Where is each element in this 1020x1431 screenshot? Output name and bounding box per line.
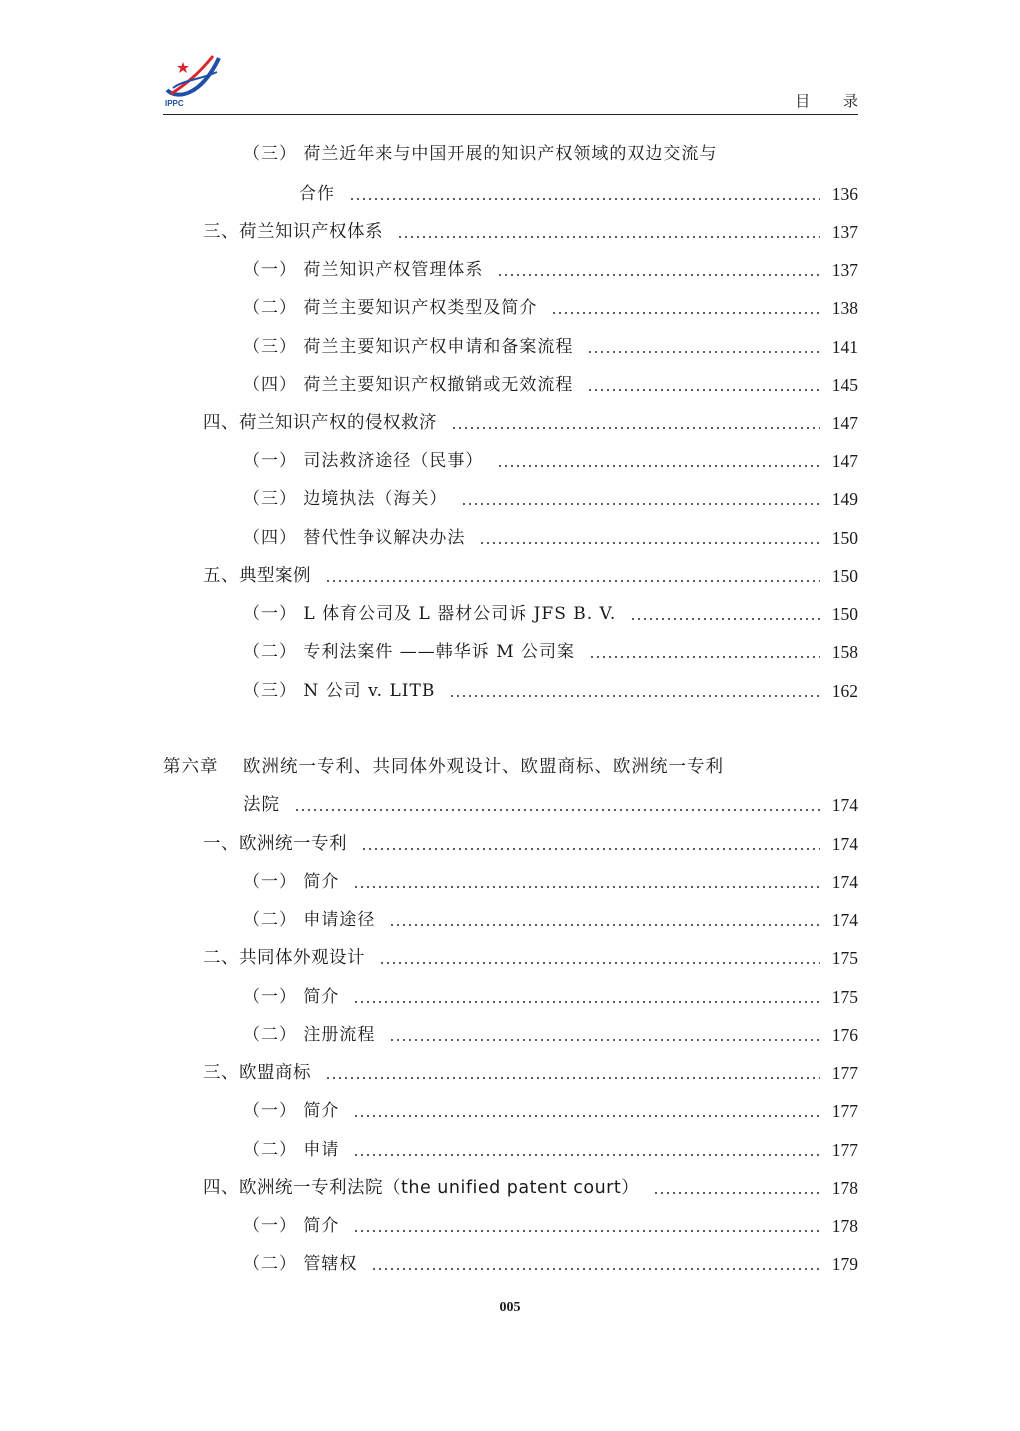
toc-page-number: 147 [831, 451, 858, 471]
dot-leader [325, 1077, 820, 1079]
dot-leader [587, 351, 820, 353]
dot-leader [551, 312, 820, 314]
toc-entry[interactable] [299, 182, 858, 206]
toc-page-number: 178 [831, 1216, 858, 1236]
toc-page-number: 138 [831, 298, 858, 318]
chapter-title: 欧洲统一专利、共同体外观设计、欧盟商标、欧洲统一专利 [243, 757, 724, 777]
toc-entry-label: （三） 荷兰近年来与中国开展的知识产权领域的双边交流与 [243, 144, 718, 164]
toc-page-number: 175 [831, 987, 858, 1007]
toc-entry[interactable] [203, 564, 858, 588]
toc-entry-label: （一） 简介 [243, 872, 340, 892]
toc-entry[interactable] [203, 832, 858, 856]
toc-entry-label: 四、荷兰知识产权的侵权救济 [203, 413, 437, 433]
toc-entry-label: （二） 荷兰主要知识产权类型及简介 [243, 298, 538, 318]
toc-entry-label: 三、欧盟商标 [203, 1063, 311, 1083]
toc-page-number: 137 [831, 260, 858, 280]
toc-entry[interactable] [243, 373, 858, 397]
toc-page-number: 174 [831, 910, 858, 930]
toc-page-number: 174 [831, 834, 858, 854]
toc-page-number: 177 [831, 1101, 858, 1121]
toc-entry[interactable] [243, 1138, 858, 1162]
toc-page-number: 174 [831, 795, 858, 815]
dot-leader [353, 886, 820, 888]
toc-page-number: 174 [831, 872, 858, 892]
toc-page-number: 158 [831, 642, 858, 662]
toc-entry[interactable] [243, 1214, 858, 1238]
toc-entry-label: （一） L 体育公司及 L 器材公司诉 JFS B. V. [243, 604, 617, 624]
toc-entry[interactable] [243, 793, 858, 817]
toc-entry[interactable] [243, 449, 858, 473]
toc-entry-label: （二） 注册流程 [243, 1025, 376, 1045]
dot-leader [630, 618, 820, 620]
toc-entry[interactable] [243, 1252, 858, 1276]
toc-entry-label: （一） 司法救济途径（民事） [243, 451, 484, 471]
dot-leader [653, 1192, 820, 1194]
page-folio: 005 [499, 1300, 521, 1315]
toc-page-number: 178 [831, 1178, 858, 1198]
toc-entry-label: （一） 简介 [243, 987, 340, 1007]
toc-entry-label: （三） 边境执法（海关） [243, 489, 448, 509]
toc-entry[interactable] [243, 1023, 858, 1047]
dot-leader [587, 389, 820, 391]
dot-leader [449, 695, 820, 697]
toc-entry[interactable] [203, 1176, 858, 1200]
toc-entry-label: 三、荷兰知识产权体系 [203, 222, 383, 242]
toc-entry-label: 四、欧洲统一专利法院（the unified patent court） [203, 1178, 640, 1198]
header-title: 目 录 [795, 92, 872, 110]
toc-page-number: 150 [831, 566, 858, 586]
dot-leader [371, 1268, 820, 1270]
dot-leader [353, 1154, 820, 1156]
dot-leader [361, 848, 820, 850]
toc-entry-label: 五、典型案例 [203, 566, 311, 586]
toc-entry-label: （一） 简介 [243, 1101, 340, 1121]
toc-entry[interactable] [243, 526, 858, 550]
toc-entry[interactable] [243, 335, 858, 359]
toc-entry[interactable] [203, 220, 858, 244]
toc-entry[interactable] [243, 870, 858, 894]
toc-entry-label: （四） 替代性争议解决办法 [243, 528, 466, 548]
toc-entry-label: 合作 [299, 184, 335, 204]
toc-page-number: 141 [831, 337, 858, 357]
toc-page-number: 150 [831, 528, 858, 548]
dot-leader [349, 198, 820, 200]
toc-page-number: 147 [831, 413, 858, 433]
toc-page-number: 176 [831, 1025, 858, 1045]
toc-page-number: 175 [831, 948, 858, 968]
chapter-number: 第六章 [163, 757, 219, 777]
dot-leader [497, 274, 820, 276]
toc-entry-label: 二、共同体外观设计 [203, 948, 365, 968]
dot-leader [589, 656, 820, 658]
toc-entry-label: （一） 简介 [243, 1216, 340, 1236]
toc-entry-label: （二） 专利法案件 ——韩华诉 M 公司案 [243, 642, 576, 662]
toc-entry[interactable] [243, 640, 858, 664]
dot-leader [451, 427, 820, 429]
toc-entry[interactable] [203, 946, 858, 970]
toc-entry-label: （四） 荷兰主要知识产权撤销或无效流程 [243, 375, 574, 395]
toc-page-number: 179 [831, 1254, 858, 1274]
dot-leader [294, 809, 820, 811]
dot-leader [389, 924, 820, 926]
toc-entry-label: （二） 管辖权 [243, 1254, 358, 1274]
toc-page-number: 136 [831, 184, 858, 204]
dot-leader [397, 236, 820, 238]
logo-text: IPPC [165, 99, 184, 108]
toc-entry[interactable] [243, 296, 858, 320]
toc-entry[interactable] [243, 985, 858, 1009]
toc-entry-label: （一） 荷兰知识产权管理体系 [243, 260, 484, 280]
toc-entry[interactable] [203, 411, 858, 435]
toc-entry-label: 一、欧洲统一专利 [203, 834, 347, 854]
toc-page-number: 137 [831, 222, 858, 242]
toc-page-number: 150 [831, 604, 858, 624]
toc-entry[interactable] [243, 602, 858, 626]
toc-entry[interactable] [243, 487, 858, 511]
dot-leader [325, 580, 820, 582]
dot-leader [379, 962, 820, 964]
toc-entry[interactable] [243, 908, 858, 932]
toc-entry[interactable] [243, 1099, 858, 1123]
toc-page-number: 149 [831, 489, 858, 509]
dot-leader [389, 1039, 820, 1041]
dot-leader [497, 465, 820, 467]
toc-entry[interactable] [243, 679, 858, 703]
toc-page-number: 162 [831, 681, 858, 701]
toc-page-number: 177 [831, 1063, 858, 1083]
toc-entry-label: 法院 [243, 795, 280, 815]
dot-leader [479, 542, 820, 544]
dot-leader [353, 1230, 820, 1232]
dot-leader [353, 1115, 820, 1117]
toc-entry-label: （二） 申请 [243, 1140, 340, 1160]
toc-entry-label: （二） 申请途径 [243, 910, 376, 930]
toc-entry-label: （三） N 公司 v. LITB [243, 681, 436, 701]
toc-entry[interactable] [243, 258, 858, 282]
toc-entry[interactable] [203, 1061, 858, 1085]
toc-page-number: 145 [831, 375, 858, 395]
toc-entry-label: （三） 荷兰主要知识产权申请和备案流程 [243, 337, 574, 357]
dot-leader [461, 503, 820, 505]
toc-page-number: 177 [831, 1140, 858, 1160]
dot-leader [353, 1001, 820, 1003]
